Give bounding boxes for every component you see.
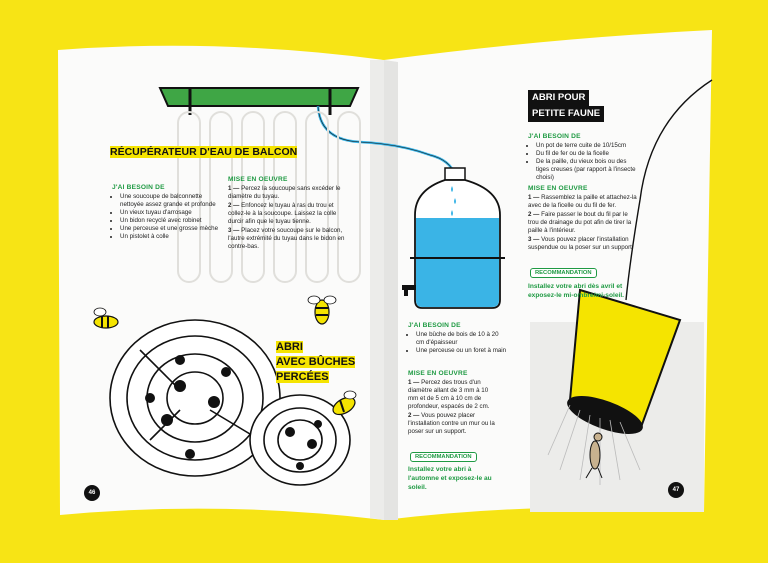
list-item: • Un pot de terre cuite de 10/15cm (536, 142, 638, 150)
step-number: 2 — (408, 412, 420, 419)
earwig-icon (586, 433, 602, 478)
list-item: • Une perceuse ou un foret à main (416, 347, 508, 355)
step-text: Rassemblez la paille et attachez-la avec de la ficelle ou du fil de fer. (528, 194, 637, 209)
section-title-log-shelter (276, 340, 355, 385)
step-number: 1 — (528, 194, 540, 201)
list-item: • Un bidon recyclé avec robinet (120, 217, 220, 225)
page-number: 46 (84, 485, 100, 501)
step-number: 1 — (228, 185, 240, 192)
list-item: • Une soucoupe de balconnette nettoyée assez grande et profonde (120, 193, 220, 209)
recommendation-badge: RECOMMANDATION (530, 268, 597, 278)
list-item: • Une bûche de bois de 10 à 20 cm d'épaisseur (416, 331, 508, 347)
section-title: RÉCUPÉRATEUR D'EAU DE BALCON (110, 146, 298, 158)
step-text: Vous pouvez placer l'installation contre un mur ou la poser sur un support. (408, 412, 495, 435)
need-list (408, 331, 508, 355)
recommendation-badge: RECOMMANDATION (410, 452, 477, 462)
list-item: • De la paille, du vieux bois ou des tiges creuses (par rapport à l'insecte choisi) (536, 158, 638, 182)
step-number: 2 — (228, 202, 240, 209)
need-heading: J'AI BESOIN DE (528, 133, 581, 140)
title-line: ABRI (276, 341, 303, 353)
step-number: 3 — (528, 236, 540, 243)
title-line: AVEC BÛCHES (276, 356, 356, 368)
step-item (408, 379, 496, 411)
step-item (228, 185, 348, 201)
need-heading: J'AI BESOIN DE (112, 184, 165, 191)
recommendation-text: Installez votre abri dès avril et exposez-le mi-ombre/mi-soleil. (528, 283, 625, 299)
need-heading: J'AI BESOIN DE (408, 322, 461, 329)
step-item (528, 211, 640, 235)
need-list (528, 142, 638, 182)
list-item: • Un vieux tuyau d'arrosage (120, 209, 220, 217)
step-text: Percez la soucoupe sans excéder le diamètre du tuyau. (228, 185, 341, 200)
step-item (228, 227, 348, 251)
need-list (112, 193, 220, 241)
step-number: 3 — (228, 227, 240, 234)
step-text: Placez votre soucoupe sur le balcon, l'autre extrémité du tuyau dans le bidon en contre-bas. (228, 227, 345, 250)
work-heading: MISE EN OEUVRE (228, 176, 288, 183)
list-item: • Un pistolet à colle (120, 233, 220, 241)
title-line: PERCÉES (276, 371, 329, 383)
title-line: ABRI POUR (528, 90, 589, 106)
step-item (528, 194, 640, 210)
steps-list (228, 185, 348, 251)
step-text: Percez des trous d'un diamètre allant de 3 mm à 10 mm et de 5 cm à 10 cm de profondeur, espacés de 2 cm. (408, 379, 490, 410)
step-number: 2 — (528, 211, 540, 218)
step-number: 1 — (408, 379, 420, 386)
page-number: 47 (668, 482, 684, 498)
step-text: Vous pouvez placer l'installation suspendue ou la poser sur un support. (528, 236, 634, 251)
step-item (228, 202, 348, 226)
step-item (528, 236, 640, 252)
steps-list (408, 379, 496, 436)
title-line: PETITE FAUNE (528, 106, 604, 122)
steps-list (528, 194, 640, 252)
work-heading: MISE EN OEUVRE (528, 185, 588, 192)
list-item: • Une perceuse et une grosse mèche (120, 225, 220, 233)
step-item (408, 412, 496, 436)
work-heading: MISE EN OEUVRE (408, 370, 468, 377)
section-title-water-collector (110, 146, 297, 159)
section-title-small-fauna (528, 90, 604, 122)
list-item: • Du fil de fer ou de la ficelle (536, 150, 638, 158)
recommendation-text: Installez votre abri à l'automne et exposez-le au soleil. (408, 466, 492, 491)
step-text: Enfoncez le tuyau à ras du trou et collez-le à la soucoupe. Laissez la colle durcir afin que le tuyau tienne. (228, 202, 337, 225)
step-text: Faire passer le bout du fil par le trou de drainage du pot afin de tirer la paille à l'intérieur. (528, 211, 632, 234)
